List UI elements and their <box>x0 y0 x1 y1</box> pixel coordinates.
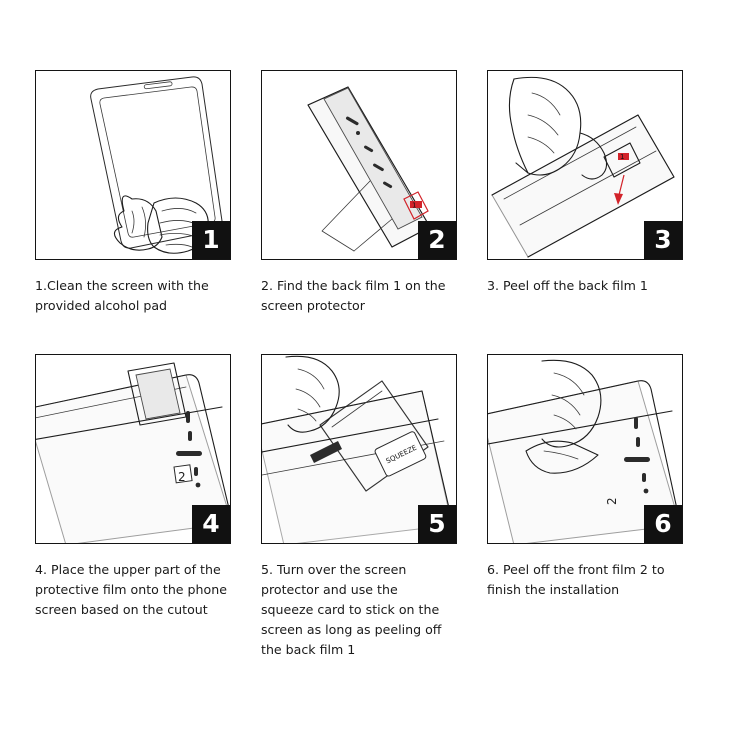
step-badge-1: 1 <box>192 221 230 259</box>
film-tab-label-1-peel: 1 <box>620 153 625 161</box>
step-badge-5: 5 <box>418 505 456 543</box>
steps-grid <box>35 70 715 660</box>
step-panel-5 <box>261 354 457 544</box>
step-cell-3 <box>487 70 713 316</box>
step-badge-4: 4 <box>192 505 230 543</box>
step-caption-3: 3. Peel off the back film 1 <box>487 278 648 293</box>
step-caption-2: 2. Find the back film 1 on the screen protector <box>261 278 446 313</box>
step-panel-3 <box>487 70 683 260</box>
step-caption-4: 4. Place the upper part of the protective film onto the phone screen based on the cutout <box>35 562 227 617</box>
row-spacer <box>35 316 715 354</box>
squeeze-card-label: SQUEEZE <box>384 443 419 466</box>
step-cell-6 <box>487 354 713 660</box>
step-caption-6: 6. Peel off the front film 2 to finish the installation <box>487 562 665 597</box>
step-badge-3: 3 <box>644 221 682 259</box>
step-panel-6 <box>487 354 683 544</box>
step-badge-6: 6 <box>644 505 682 543</box>
film-tab-label-2: 2 <box>178 470 186 484</box>
step-cell-1 <box>35 70 261 316</box>
step-caption-1: 1.Clean the screen with the provided alcohol pad <box>35 278 209 313</box>
step-cell-2 <box>261 70 487 316</box>
film-tab-label-1: 1 <box>412 201 417 210</box>
step-panel-1 <box>35 70 231 260</box>
step-panel-4 <box>35 354 231 544</box>
step-cell-4 <box>35 354 261 660</box>
step-badge-2: 2 <box>418 221 456 259</box>
step-panel-2 <box>261 70 457 260</box>
film-tab-label-2-front: 2 <box>605 497 619 505</box>
step-cell-5 <box>261 354 487 660</box>
step-caption-5: 5. Turn over the screen protector and use the squeeze card to stick on the screen as long as peeling off the back film 1 <box>261 562 442 657</box>
